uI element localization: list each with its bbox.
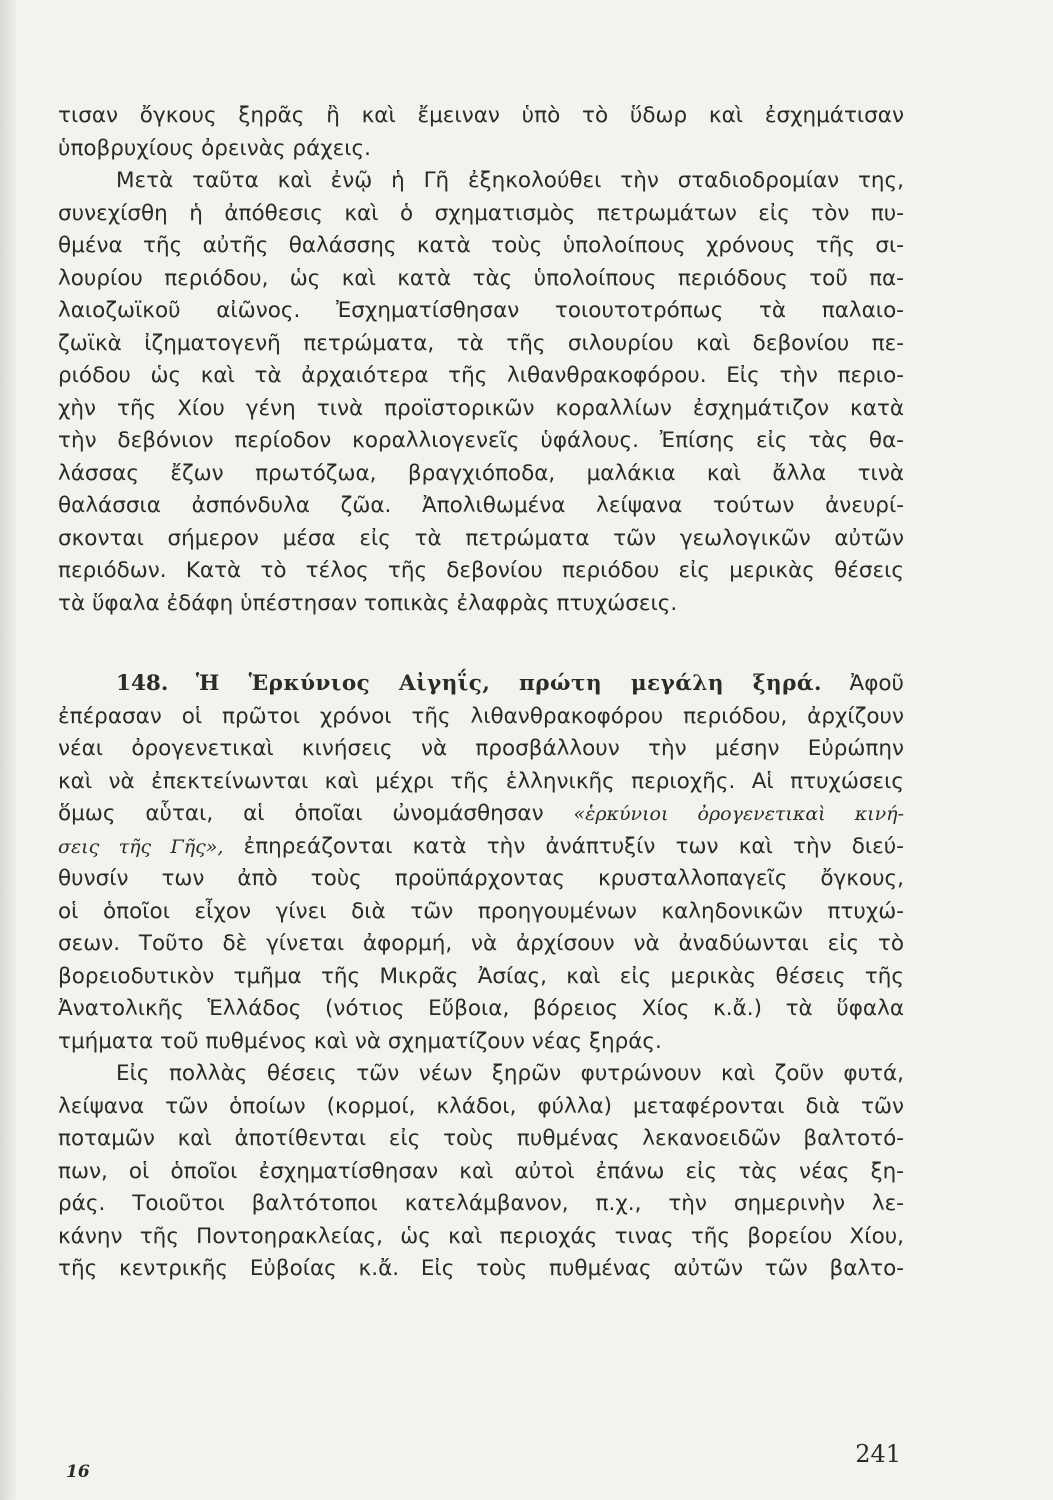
text-line: τὴν δεβόνιον περίοδον κοραλλιογενεῖς ὑφάλους. Ἐπίσης εἰς τὰς θα- [58, 428, 904, 453]
text-line: Μετὰ ταῦτα καὶ ἐνῷ ἡ Γῆ ἐξηκολούθει τὴν σταδιοδρομίαν της, [116, 168, 904, 193]
text-line: τὰ ὕφαλα ἐδάφη ὑπέστησαν τοπικὰς ἐλαφρὰς πτυχώσεις. [58, 590, 678, 616]
text-line: ζωϊκὰ ἰζηματογενῆ πετρώματα, τὰ τῆς σιλουρίου καὶ δεβονίου πε- [58, 330, 904, 356]
section-heading-line [58, 668, 904, 701]
text-line: Ἀνατολικῆς Ἑλλάδος (νότιος Εὔβοια, βόρειος Χίος κ.ἄ.) τὰ ὕφαλα [58, 996, 904, 1021]
section-gap [58, 620, 904, 668]
text-line: λείψανα τῶν ὁποίων (κορμοί, κλάδοι, φύλλα) μεταφέρονται διὰ τῶν [58, 1093, 904, 1119]
text-line: τμήματα τοῦ πυθμένος καὶ νὰ σχηματίζουν νέας ξηράς. [58, 1028, 662, 1054]
section-title: Ἡ Ἑρκύνιος Αἰγηΐς, πρώτη μεγάλη ξηρά. [195, 671, 822, 696]
text-line: καὶ νὰ ἐπεκτείνωνται καὶ μέχρι τῆς ἑλληνικῆς περιοχῆς. Αἱ πτυχώσεις [58, 768, 904, 794]
text-line: λουρίου περιόδου, ὡς καὶ κατὰ τὰς ὑπολοίπους περιόδους τοῦ πα- [58, 265, 904, 291]
body-text [58, 100, 904, 1286]
text-line: οἱ ὁποῖοι εἶχον γίνει διὰ τῶν προηγουμένων καληδονικῶν πτυχώ- [58, 898, 904, 924]
text-line: τῆς κεντρικῆς Εὐβοίας κ.ἄ. Εἰς τοὺς πυθμένας αὐτῶν τῶν βαλτο- [58, 1256, 904, 1281]
text-run: Ἀφοῦ [849, 671, 904, 696]
text-line: ὑποβρυχίους ὀρεινὰς ράχεις. [58, 135, 372, 161]
signature-mark: 16 [66, 1462, 90, 1482]
text-line: θαλάσσια ἀσπόνδυλα ζῶα. Ἀπολιθωμένα λείψανα τούτων ἀνευρί- [58, 493, 904, 518]
page-number: 241 [855, 1440, 901, 1468]
text-line: λαιοζωϊκοῦ αἰῶνος. Ἐσχηματίσθησαν τοιουτοτρόπως τὰ παλαιο- [58, 298, 904, 323]
italic-term: σεις τῆς Γῆς», [58, 835, 224, 858]
text-line [58, 798, 904, 831]
text-line: τισαν ὄγκους ξηρᾶς ἢ καὶ ἔμειναν ὑπὸ τὸ ὕδωρ καὶ ἐσχημάτισαν [58, 103, 904, 128]
text-line: συνεχίσθη ἡ ἀπόθεσις καὶ ὁ σχηματισμὸς πετρωμάτων εἰς τὸν πυ- [58, 200, 904, 226]
text-line: λάσσας ἔζων πρωτόζωα, βραγχιόποδα, μαλάκια καὶ ἄλλα τινὰ [58, 460, 904, 486]
text-line: ριόδου ὡς καὶ τὰ ἀρχαιότερα τῆς λιθανθρακοφόρου. Εἰς τὴν περιο- [58, 363, 904, 388]
italic-term: «ἑρκύνιοι ὀρογενετικαὶ κινή- [573, 803, 904, 825]
text-line [58, 831, 904, 864]
text-line: σκονται σήμερον μέσα εἰς τὰ πετρώματα τῶν γεωλογικῶν αὐτῶν [58, 525, 904, 551]
text-run: ὅμως αὗται, αἱ ὁποῖαι ὠνομάσθησαν [58, 801, 544, 826]
text-line: θμένα τῆς αὐτῆς θαλάσσης κατὰ τοὺς ὑπολοίπους χρόνους τῆς σι- [58, 233, 904, 258]
section-number: 148. [116, 671, 169, 696]
text-run: ἐπηρεάζονται κατὰ τὴν ἀνάπτυξίν των καὶ τὴν διεύ- [243, 833, 904, 859]
text-line: περιόδων. Κατὰ τὸ τέλος τῆς δεβονίου περιόδου εἰς μερικὰς θέσεις [58, 558, 904, 583]
text-line: κάνην τῆς Ποντοηρακλείας, ὡς καὶ περιοχάς τινας τῆς βορείου Χίου, [58, 1223, 904, 1249]
text-line: χὴν τῆς Χίου γένη τινὰ προϊστορικῶν κοραλλίων ἐσχημάτιζον κατὰ [58, 395, 904, 421]
text-line: ἐπέρασαν οἱ πρῶτοι χρόνοι τῆς λιθανθρακοφόρου περιόδου, ἀρχίζουν [58, 703, 904, 729]
text-line: ποταμῶν καὶ ἀποτίθενται εἰς τοὺς πυθμένας λεκανοειδῶν βαλτοτό- [58, 1126, 904, 1151]
text-line: θυνσίν των ἀπὸ τοὺς προϋπάρχοντας κρυσταλλοπαγεῖς ὄγκους, [58, 866, 904, 891]
text-line: νέαι ὀρογενετικαὶ κινήσεις νὰ προσβάλλουν τὴν μέσην Εὐρώπην [58, 736, 904, 761]
text-line: σεων. Τοῦτο δὲ γίνεται ἀφορμή, νὰ ἀρχίσουν νὰ ἀναδύωνται εἰς τὸ [58, 931, 904, 956]
text-line: βορειοδυτικὸν τμῆμα τῆς Μικρᾶς Ἀσίας, καὶ εἰς μερικὰς θέσεις τῆς [58, 963, 904, 989]
text-line: ράς. Τοιοῦτοι βαλτότοποι κατελάμβανον, π.χ., τὴν σημερινὴν λε- [58, 1191, 904, 1216]
text-line: Εἰς πολλὰς θέσεις τῶν νέων ξηρῶν φυτρώνουν καὶ ζοῦν φυτά, [116, 1061, 904, 1086]
text-line: πων, οἱ ὁποῖοι ἐσχηματίσθησαν καὶ αὐτοὶ ἐπάνω εἰς τὰς νέας ξη- [58, 1158, 904, 1184]
page-edge-shadow [0, 0, 18, 1500]
